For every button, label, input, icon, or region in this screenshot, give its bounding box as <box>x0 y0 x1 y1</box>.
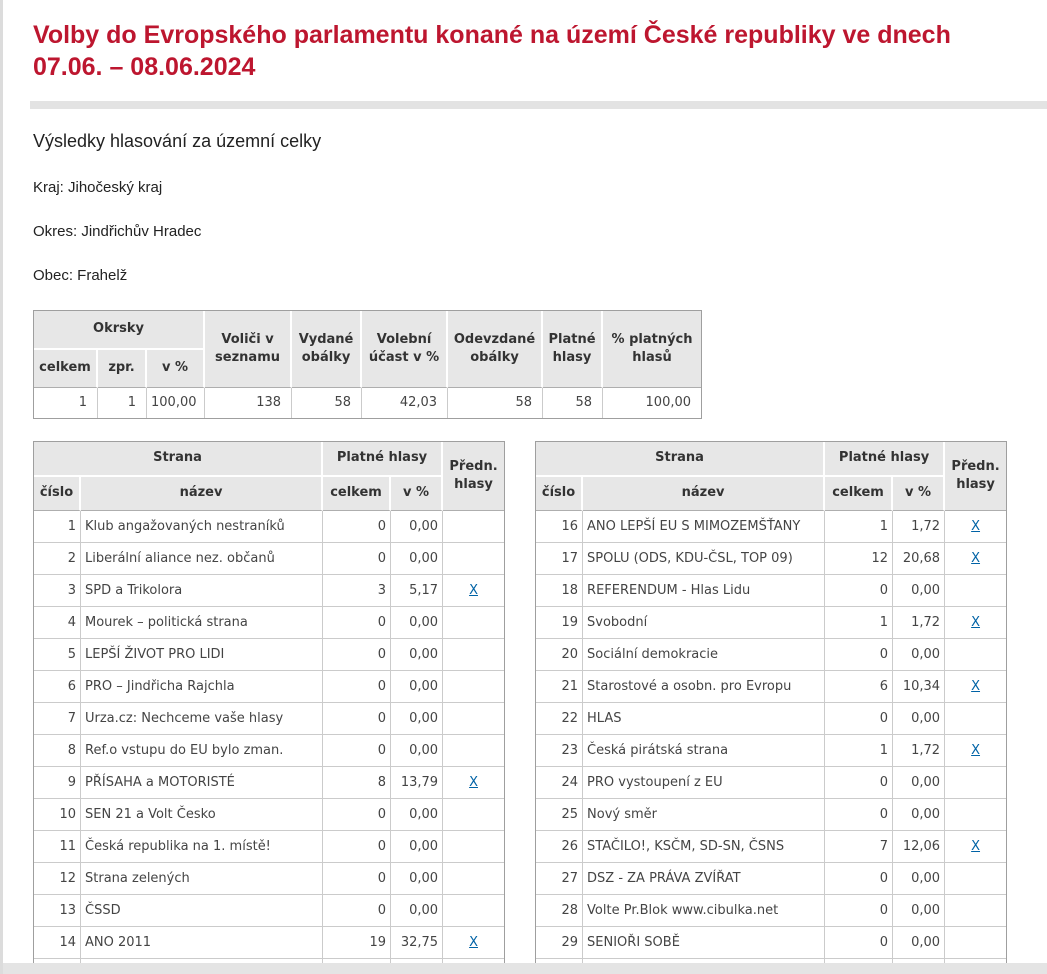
summary-value-volici: 138 <box>205 388 292 418</box>
party-votes-pct: 0,00 <box>893 703 945 735</box>
pref-votes-link[interactable]: X <box>971 614 981 630</box>
party-number: 6 <box>34 671 81 703</box>
party-header-v-pct: v % <box>893 477 945 511</box>
party-votes-pct: 1,72 <box>893 607 945 639</box>
party-votes-pct: 1,72 <box>893 511 945 543</box>
party-number: 23 <box>536 735 583 767</box>
party-row <box>536 639 1006 671</box>
party-name: Česká republika na 1. místě! <box>81 831 323 863</box>
pref-votes-cell <box>945 671 1006 703</box>
summary-header-volici: Voliči v seznamu <box>205 311 292 388</box>
party-number: 12 <box>34 863 81 895</box>
pref-votes-cell <box>443 767 504 799</box>
summary-value-ucast: 42,03 <box>362 388 448 418</box>
pref-votes-link[interactable]: X <box>469 934 478 950</box>
party-votes-total: 1 <box>825 511 893 543</box>
summary-value-odevzdane: 58 <box>448 388 543 418</box>
party-name: SPD a Trikolora <box>81 575 323 607</box>
party-name: Liberální aliance nez. občanů <box>81 543 323 575</box>
pref-votes-cell <box>443 639 504 671</box>
party-row <box>536 511 1006 543</box>
pref-votes-cell <box>443 895 504 927</box>
party-header-v-pct: v % <box>391 477 443 511</box>
party-number: 8 <box>34 735 81 767</box>
party-row <box>34 927 504 959</box>
summary-header-ucast: Volební účast v % <box>362 311 448 388</box>
party-name: ANO 2011 <box>81 927 323 959</box>
party-votes-total: 1 <box>825 735 893 767</box>
party-name: ANO LEPŠÍ EU S MIMOZEMŠŤANY <box>583 511 825 543</box>
party-number: 10 <box>34 799 81 831</box>
party-row <box>536 735 1006 767</box>
party-votes-pct: 20,68 <box>893 543 945 575</box>
party-tables-row <box>33 441 1047 974</box>
party-votes-pct: 0,00 <box>391 895 443 927</box>
party-number: 3 <box>34 575 81 607</box>
party-votes-total: 0 <box>825 863 893 895</box>
party-name: Sociální demokracie <box>583 639 825 671</box>
party-votes-pct: 13,79 <box>391 767 443 799</box>
party-name: HLAS <box>583 703 825 735</box>
party-name: SENIOŘI SOBĚ <box>583 927 825 959</box>
party-table-left <box>33 441 505 974</box>
section-title: Výsledky hlasování za územní celky <box>33 130 322 151</box>
page-title: Volby do Evropského parlamentu konané na území České republiky ve dnech 07.06. – 08.06.2024 <box>33 21 951 81</box>
party-row <box>34 735 504 767</box>
party-number: 1 <box>34 511 81 543</box>
party-row <box>34 831 504 863</box>
party-votes-pct: 0,00 <box>893 799 945 831</box>
party-votes-pct: 0,00 <box>391 639 443 671</box>
pref-votes-link[interactable]: X <box>971 518 981 534</box>
pref-votes-link[interactable]: X <box>469 582 478 598</box>
party-votes-total: 0 <box>323 543 391 575</box>
region-line: Kraj: Jihočeský kraj <box>33 178 163 196</box>
party-votes-pct: 10,34 <box>893 671 945 703</box>
summary-value-okrsky-pct: 100,00 <box>147 388 205 418</box>
party-votes-pct: 0,00 <box>391 543 443 575</box>
pref-votes-cell <box>443 735 504 767</box>
pref-votes-cell <box>945 511 1006 543</box>
party-number: 4 <box>34 607 81 639</box>
party-votes-total: 0 <box>323 831 391 863</box>
party-number: 14 <box>34 927 81 959</box>
pref-votes-cell <box>443 671 504 703</box>
party-number: 11 <box>34 831 81 863</box>
party-name: REFERENDUM - Hlas Lidu <box>583 575 825 607</box>
party-row <box>536 543 1006 575</box>
party-name: Klub angažovaných nestraníků <box>81 511 323 543</box>
party-table-right <box>535 441 1007 974</box>
party-row <box>536 671 1006 703</box>
summary-values-row <box>34 388 701 418</box>
party-votes-total: 0 <box>323 703 391 735</box>
pref-votes-cell <box>945 703 1006 735</box>
party-header-predn-hlasy: Předn. hlasy <box>443 442 504 511</box>
party-votes-total: 0 <box>323 511 391 543</box>
municipality-line: Obec: Frahelž <box>33 266 128 284</box>
pref-votes-cell <box>443 703 504 735</box>
pref-votes-cell <box>945 607 1006 639</box>
party-row <box>34 767 504 799</box>
party-row <box>536 927 1006 959</box>
party-row <box>34 671 504 703</box>
summary-header-pct-platnych: % platných hlasů <box>603 311 701 388</box>
party-number: 18 <box>536 575 583 607</box>
party-votes-total: 6 <box>825 671 893 703</box>
party-header-predn-hlasy: Předn. hlasy <box>945 442 1006 511</box>
party-votes-pct: 0,00 <box>391 607 443 639</box>
party-votes-total: 0 <box>825 639 893 671</box>
party-votes-pct: 0,00 <box>893 927 945 959</box>
party-name: Volte Pr.Blok www.cibulka.net <box>583 895 825 927</box>
party-number: 2 <box>34 543 81 575</box>
party-header-cislo: číslo <box>536 477 583 511</box>
party-name: Starostové a osobn. pro Evropu <box>583 671 825 703</box>
summary-value-vydane: 58 <box>292 388 362 418</box>
party-votes-total: 0 <box>825 575 893 607</box>
pref-votes-cell <box>945 895 1006 927</box>
summary-header-platne: Platné hlasy <box>543 311 603 388</box>
party-votes-pct: 0,00 <box>893 575 945 607</box>
pref-votes-cell <box>443 799 504 831</box>
party-name: SPOLU (ODS, KDU-ČSL, TOP 09) <box>583 543 825 575</box>
party-name: STAČILO!, KSČM, SD-SN, ČSNS <box>583 831 825 863</box>
party-number: 17 <box>536 543 583 575</box>
party-votes-pct: 1,72 <box>893 735 945 767</box>
pref-votes-cell <box>945 543 1006 575</box>
party-row <box>34 799 504 831</box>
summary-header-odevzdane: Odevzdané obálky <box>448 311 543 388</box>
district-line: Okres: Jindřichův Hradec <box>33 222 202 240</box>
party-number: 13 <box>34 895 81 927</box>
pref-votes-cell <box>945 831 1006 863</box>
party-number: 26 <box>536 831 583 863</box>
pref-votes-cell <box>945 639 1006 671</box>
party-header-nazev: název <box>583 477 825 511</box>
pref-votes-link[interactable]: X <box>971 838 981 854</box>
party-votes-total: 0 <box>323 863 391 895</box>
pref-votes-cell <box>945 767 1006 799</box>
party-votes-total: 0 <box>825 895 893 927</box>
party-votes-pct: 0,00 <box>391 511 443 543</box>
party-row <box>536 863 1006 895</box>
party-votes-total: 0 <box>825 767 893 799</box>
party-number: 5 <box>34 639 81 671</box>
party-row <box>34 543 504 575</box>
party-name: SEN 21 a Volt Česko <box>81 799 323 831</box>
left-edge-strip <box>0 0 3 974</box>
pref-votes-cell <box>945 575 1006 607</box>
party-number: 27 <box>536 863 583 895</box>
summary-header-okrsky: Okrsky <box>34 311 205 350</box>
party-number: 22 <box>536 703 583 735</box>
pref-votes-link[interactable]: X <box>971 678 981 694</box>
pref-votes-cell <box>443 927 504 959</box>
party-row <box>536 831 1006 863</box>
summary-value-pct-platnych: 100,00 <box>603 388 701 418</box>
party-row <box>34 575 504 607</box>
party-header-nazev: název <box>81 477 323 511</box>
party-votes-pct: 32,75 <box>391 927 443 959</box>
party-name: Urza.cz: Nechceme vaše hlasy <box>81 703 323 735</box>
pref-votes-cell <box>945 799 1006 831</box>
party-row <box>536 895 1006 927</box>
party-name: PRO vystoupení z EU <box>583 767 825 799</box>
pref-votes-link[interactable]: X <box>971 550 981 566</box>
party-name: PŘÍSAHA a MOTORISTÉ <box>81 767 323 799</box>
party-votes-total: 1 <box>825 607 893 639</box>
pref-votes-cell <box>945 927 1006 959</box>
pref-votes-cell <box>443 863 504 895</box>
party-votes-pct: 0,00 <box>391 671 443 703</box>
pref-votes-cell <box>443 511 504 543</box>
party-header-platne-hlasy: Platné hlasy <box>825 442 945 477</box>
party-row <box>34 639 504 671</box>
summary-table <box>33 310 702 419</box>
party-header-platne-hlasy: Platné hlasy <box>323 442 443 477</box>
party-number: 9 <box>34 767 81 799</box>
party-name: Nový směr <box>583 799 825 831</box>
party-name: LEPŠÍ ŽIVOT PRO LIDI <box>81 639 323 671</box>
party-votes-total: 0 <box>323 639 391 671</box>
party-number: 29 <box>536 927 583 959</box>
pref-votes-cell <box>945 735 1006 767</box>
party-name: ČSSD <box>81 895 323 927</box>
horizontal-divider <box>30 101 1047 109</box>
summary-header-vydane: Vydané obálky <box>292 311 362 388</box>
party-votes-pct: 0,00 <box>391 735 443 767</box>
party-row <box>34 703 504 735</box>
summary-value-platne: 58 <box>543 388 603 418</box>
party-number: 25 <box>536 799 583 831</box>
party-votes-total: 7 <box>825 831 893 863</box>
party-row <box>34 895 504 927</box>
party-header-celkem: celkem <box>323 477 391 511</box>
party-name: Ref.o vstupu do EU bylo zman. <box>81 735 323 767</box>
pref-votes-cell <box>945 863 1006 895</box>
summary-header-zpr: zpr. <box>98 350 147 388</box>
party-votes-pct: 0,00 <box>893 767 945 799</box>
party-row <box>536 607 1006 639</box>
party-row <box>536 703 1006 735</box>
party-votes-total: 0 <box>825 703 893 735</box>
party-votes-pct: 0,00 <box>391 831 443 863</box>
party-number: 19 <box>536 607 583 639</box>
party-name: Strana zelených <box>81 863 323 895</box>
pref-votes-cell <box>443 575 504 607</box>
party-votes-total: 8 <box>323 767 391 799</box>
pref-votes-cell <box>443 543 504 575</box>
party-votes-pct: 0,00 <box>893 863 945 895</box>
party-votes-total: 0 <box>323 799 391 831</box>
party-name: Svobodní <box>583 607 825 639</box>
party-name: Česká pirátská strana <box>583 735 825 767</box>
party-votes-total: 3 <box>323 575 391 607</box>
pref-votes-cell <box>443 831 504 863</box>
party-votes-pct: 0,00 <box>893 895 945 927</box>
summary-value-okrsky-zpr: 1 <box>98 388 147 418</box>
party-votes-total: 0 <box>323 671 391 703</box>
party-number: 21 <box>536 671 583 703</box>
party-votes-pct: 0,00 <box>391 863 443 895</box>
party-number: 7 <box>34 703 81 735</box>
party-name: Mourek – politická strana <box>81 607 323 639</box>
summary-header-v-pct: v % <box>147 350 205 388</box>
bottom-edge-strip <box>3 963 1047 974</box>
party-row <box>34 863 504 895</box>
party-votes-total: 0 <box>825 927 893 959</box>
party-votes-total: 0 <box>323 607 391 639</box>
pref-votes-link[interactable]: X <box>971 742 981 758</box>
party-row <box>536 575 1006 607</box>
summary-header-celkem: celkem <box>34 350 98 388</box>
party-header-strana: Strana <box>536 442 825 477</box>
party-votes-pct: 0,00 <box>391 703 443 735</box>
party-header-celkem: celkem <box>825 477 893 511</box>
party-number: 28 <box>536 895 583 927</box>
party-votes-pct: 0,00 <box>893 639 945 671</box>
party-row <box>34 607 504 639</box>
party-number: 24 <box>536 767 583 799</box>
party-row <box>536 767 1006 799</box>
party-number: 16 <box>536 511 583 543</box>
party-number: 20 <box>536 639 583 671</box>
party-votes-pct: 0,00 <box>391 799 443 831</box>
party-votes-total: 0 <box>323 895 391 927</box>
party-votes-pct: 5,17 <box>391 575 443 607</box>
party-name: DSZ - ZA PRÁVA ZVÍŘAT <box>583 863 825 895</box>
pref-votes-cell <box>443 607 504 639</box>
party-row <box>536 799 1006 831</box>
party-row <box>34 511 504 543</box>
party-votes-pct: 12,06 <box>893 831 945 863</box>
pref-votes-link[interactable]: X <box>469 774 478 790</box>
party-votes-total: 12 <box>825 543 893 575</box>
party-header-cislo: číslo <box>34 477 81 511</box>
party-votes-total: 0 <box>323 735 391 767</box>
party-votes-total: 0 <box>825 799 893 831</box>
party-name: PRO – Jindřicha Rajchla <box>81 671 323 703</box>
party-votes-total: 19 <box>323 927 391 959</box>
party-header-strana: Strana <box>34 442 323 477</box>
summary-value-okrsky-celkem: 1 <box>34 388 98 418</box>
